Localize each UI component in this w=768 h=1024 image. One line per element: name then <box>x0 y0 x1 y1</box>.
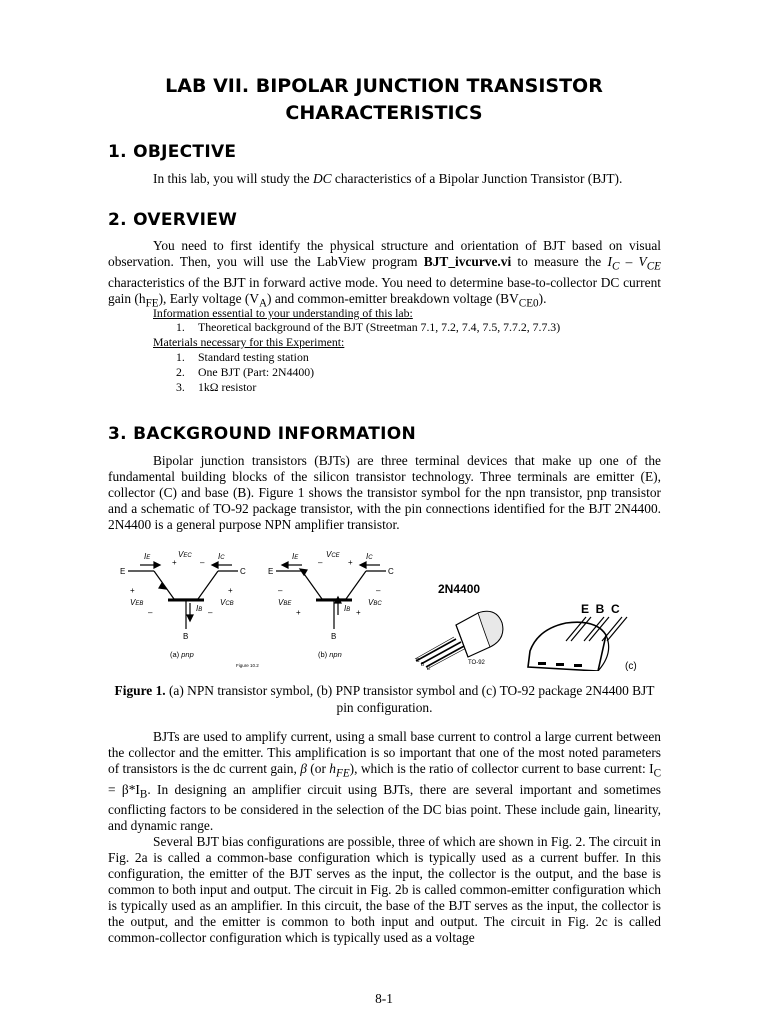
pnp-vec-label: VEC <box>178 550 192 559</box>
figure-1-caption <box>108 682 661 716</box>
pnp-e-label: E <box>120 567 126 576</box>
bg2-text-c: ), which is the ratio of collector current to base current: I <box>349 761 654 776</box>
pin-c-small: C <box>416 658 420 664</box>
materials-number-2: 2. <box>176 365 185 379</box>
info-item-number: 1. <box>176 320 185 334</box>
info-heading: Information essential to your understanding of this lab: <box>153 306 413 320</box>
npn-vbe-label: VBE <box>278 598 292 607</box>
npn-c-label: C <box>388 567 394 576</box>
pnp-caption: (a) pnp <box>170 650 194 659</box>
pnp-ie-label: IE <box>144 552 151 561</box>
npn-ie-label: IE <box>292 552 299 561</box>
to92-package-drawing <box>415 582 637 671</box>
overview-text-2: to measure the <box>511 254 608 269</box>
bg2-hfe: h <box>329 761 336 776</box>
bg2-text-e: . In designing an amplifier circuit using BJTs, there are several important and sometimes conflicting factors to be considered in the selection of the DC bias point. These include gain, linearity, and dynamic range. <box>108 781 661 834</box>
title-line-1: LAB VII. BIPOLAR JUNCTION TRANSISTOR <box>165 75 603 97</box>
bg2-ib-sub: B <box>139 788 148 801</box>
figure-1 <box>118 543 650 671</box>
npn-minus-right: – <box>376 586 381 595</box>
pin-order-label: E B C <box>581 602 620 616</box>
overview-hfe-sub: FE <box>145 297 159 310</box>
materials-number-1: 1. <box>176 350 185 364</box>
npn-caption: (b) npn <box>318 650 342 659</box>
npn-plus-left: + <box>296 608 301 617</box>
npn-ib-label: IB <box>344 604 351 613</box>
overview-heading: 2. OVERVIEW <box>108 210 238 230</box>
pnp-plus-top: + <box>172 558 177 567</box>
title-line-2: CHARACTERISTICS <box>285 102 483 124</box>
figure-note: Figure 10.2 <box>236 663 259 668</box>
overview-va-sub: A <box>258 297 268 310</box>
background-paragraph-1: Bipolar junction transistors (BJTs) are three terminal devices that make up one of the fundamental building blocks of the silicon transistor technology. Three terminals are emitter (E), collector (C) and base (B). Figure 1 shows the transistor symbol for the npn transistor, pnp transistor and a schematic of TO-92 package transistor, with the pin connections identified for the BJT 2N4400. 2N4400 is a general purpose NPN amplifier transistor. <box>108 453 661 532</box>
overview-program-name: BJT_ivcurve.vi <box>423 254 512 269</box>
pnp-minus-left: – <box>148 608 153 617</box>
caption-text: (a) NPN transistor symbol, (b) PNP transistor symbol and (c) TO-92 package 2N4400 BJT pin configuration. <box>165 683 655 715</box>
figure-c-label: (c) <box>625 661 637 671</box>
bg2-text-a: BJTs are used to amplify current, using a small base current to control a large current between the collector and the emitter. This amplification is so important that one of the most noted parameters of transistors is the dc current gain, <box>108 729 661 776</box>
npn-minus-left: – <box>278 586 283 595</box>
npn-e-label: E <box>268 567 274 576</box>
bg2-text-d: = β*I <box>108 781 140 797</box>
npn-b-label: B <box>331 632 337 641</box>
pin-e-small: E <box>427 666 431 671</box>
npn-minus-top: – <box>318 558 323 567</box>
page-number: 8-1 <box>375 991 393 1006</box>
background-paragraph-2 <box>108 729 661 834</box>
part-number-label: 2N4400 <box>438 582 481 596</box>
info-item-1: Theoretical background of the BJT (Streetman 7.1, 7.2, 7.4, 7.5, 7.7.2, 7.7.3) <box>198 320 561 334</box>
npn-symbol <box>276 562 386 629</box>
npn-plus-top: + <box>348 558 353 567</box>
objective-text-b: characteristics of a Bipolar Junction Transistor (BJT). <box>331 171 623 186</box>
overview-ic: I <box>607 254 612 269</box>
npn-plus-right: + <box>356 608 361 617</box>
pnp-b-label: B <box>183 632 189 641</box>
overview-text-6: ). <box>538 290 547 306</box>
to92-label: TO-92 <box>468 660 485 666</box>
objective-text-a: In this lab, you will study the <box>153 171 313 186</box>
pnp-ic-label: IC <box>218 552 225 561</box>
overview-text-5: ) and common-emitter breakdown voltage (BV <box>267 290 519 306</box>
overview-paragraph <box>108 238 661 311</box>
pin-view-marks <box>538 662 582 667</box>
overview-text-3: characteristics of the BJT in forward active mode. You need to determine base-to-collector DC current gain (h <box>108 274 661 306</box>
bg2-hfe-sub: FE <box>336 767 350 780</box>
pnp-plus-right: + <box>228 586 233 595</box>
overview-text-1: You need to first identify the physical structure and orientation of BJT based on visual observation. Then, you will use the LabView program <box>108 238 661 269</box>
materials-item-1: Standard testing station <box>198 350 309 364</box>
materials-item-2: One BJT (Part: 2N4400) <box>198 365 315 379</box>
npn-vbc-label: VBC <box>368 598 382 607</box>
bg2-ic-sub: C <box>653 767 662 780</box>
pnp-plus-left: + <box>130 586 135 595</box>
objective-text <box>153 171 673 187</box>
overview-vce-sub: CE <box>646 260 661 273</box>
materials-number-3: 3. <box>176 380 185 394</box>
pnp-c-label: C <box>240 567 246 576</box>
page-title <box>0 73 768 127</box>
overview-ic-sub: C <box>611 260 620 273</box>
pnp-minus-right: – <box>208 608 213 617</box>
pnp-minus-top: – <box>200 558 205 567</box>
pin-b-small: B <box>421 662 425 668</box>
pnp-veb-label: VEB <box>130 598 144 607</box>
bg2-text-b: (or <box>306 761 330 776</box>
npn-vce-label: VCE <box>326 550 340 559</box>
caption-label: Figure 1. <box>114 683 166 698</box>
overview-text-4: ), Early voltage (V <box>158 290 259 306</box>
pnp-symbol <box>128 562 238 629</box>
overview-dash: – <box>619 254 639 269</box>
objective-heading: 1. OBJECTIVE <box>108 142 237 162</box>
beta-symbol: β <box>300 761 307 776</box>
materials-item-3: 1kΩ resistor <box>198 380 257 394</box>
pnp-vcb-label: VCB <box>220 598 234 607</box>
overview-vce: V <box>638 254 647 269</box>
transistor-body <box>456 611 503 657</box>
npn-ic-label: IC <box>366 552 373 561</box>
overview-bv-sub: CE0 <box>518 297 539 310</box>
materials-heading: Materials necessary for this Experiment: <box>153 335 345 349</box>
pnp-ib-label: IB <box>196 604 203 613</box>
background-paragraph-3: Several BJT bias configurations are possible, three of which are shown in Fig. 2. The circuit in Fig. 2a is called a common-base configuration which is typically used as a current buffer. In this configuration, the emitter of the BJT serves as the input, the collector is the output, and the base is common to both input and output. The circuit in Fig. 2b is called common-emitter configuration which is typically used as an amplifier. In this circuit, the base of the BJT serves as the input, the collector is the output, and the emitter is common to both input and output. The circuit in Fig. 2c is called common-collector configuration which is typically used as a voltage <box>108 834 661 945</box>
objective-dc: DC <box>312 171 332 186</box>
background-heading: 3. BACKGROUND INFORMATION <box>108 424 417 444</box>
